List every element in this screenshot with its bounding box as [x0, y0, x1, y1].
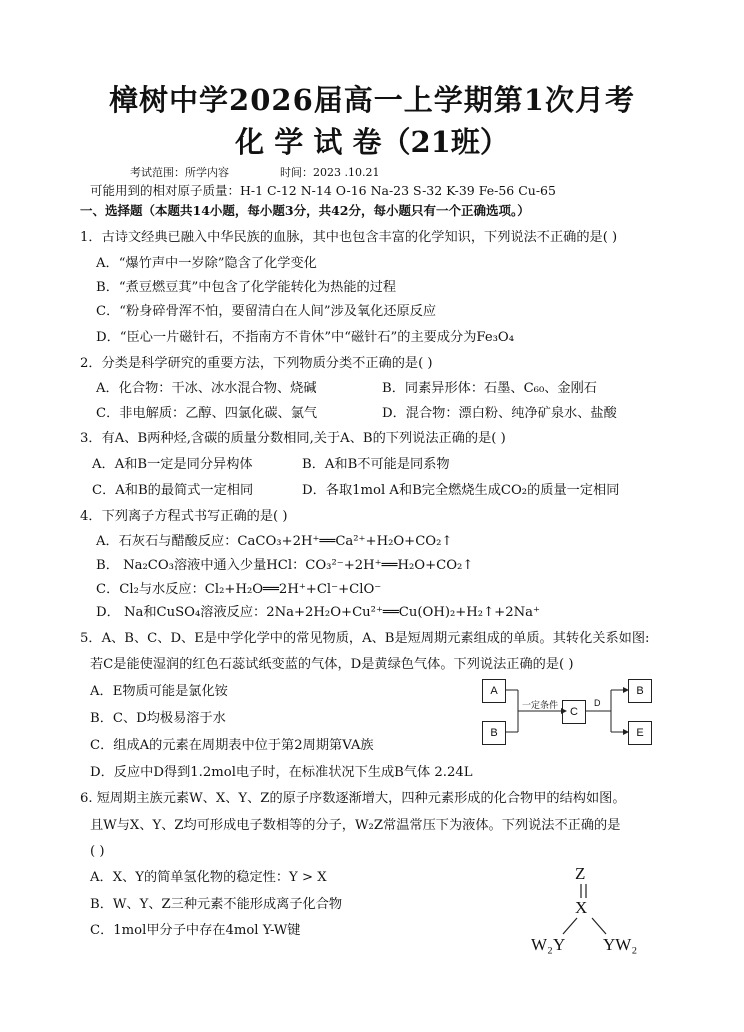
q1-option-d: D．“臣心一片磁针石，不指南方不肯休”中“磁针石”的主要成分为Fe₃O₄ — [96, 330, 515, 345]
section-heading: 一、选择题（本题共14小题，每小题3分，共42分，每小题只有一个正确选项。） — [80, 203, 530, 218]
q4-option-b: B． Na₂CO₃溶液中通入少量HCl：CO₃²⁻+2H⁺══H₂O+CO₂↑ — [96, 558, 474, 573]
q5-option-c: C．组成A的元素在周期表中位于第2周期第VA族 — [90, 738, 374, 753]
q3-stem: 3．有A、B两种烃,含碳的质量分数相同,关于A、B的下列说法正确的是( ) — [80, 431, 506, 446]
q2-option-c: C．非电解质：乙醇、四氯化碳、氯气 — [96, 406, 318, 421]
box-c: C — [562, 700, 586, 724]
q1-option-a: A．“爆竹声中一岁除”隐含了化学变化 — [96, 256, 317, 271]
q6-option-a: A．X、Y的简单氢化物的稳定性：Y > X — [90, 870, 327, 885]
q1-stem: 1．古诗文经典已融入中华民族的血脉，其中也包含丰富的化学知识，下列说法不正确的是( ) — [80, 230, 618, 245]
bond-right — [592, 918, 606, 934]
d-label: D — [594, 698, 601, 708]
box-a: A — [482, 679, 506, 703]
q5-option-a: A．E物质可能是氯化铵 — [90, 684, 228, 699]
box-b-left: B — [482, 721, 506, 745]
q2-option-b: B．同素异形体：石墨、C₆₀、金刚石 — [382, 381, 597, 396]
exam-range: 考试范围：所学内容 — [130, 166, 229, 179]
q6-option-c: C．1mol甲分子中存在4mol Y-W键 — [90, 923, 301, 938]
box-b-right: B — [628, 679, 652, 703]
condition-label: 一定条件 — [522, 700, 559, 710]
q2-option-a: A．化合物：干冰、冰水混合物、烧碱 — [96, 381, 317, 396]
q3-option-a: A．A和B一定是同分异构体 — [92, 457, 253, 472]
group-yw2: YW₂ — [603, 935, 638, 954]
q4-option-d: D． Na和CuSO₄溶液反应：2Na+2H₂O+Cu²⁺══Cu(OH)₂+H₂↑+2Na⁺ — [96, 605, 540, 620]
q4-stem: 4．下列离子方程式书写正确的是( ) — [80, 509, 288, 524]
q2-stem: 2．分类是科学研究的重要方法，下列物质分类不正确的是( ) — [80, 356, 433, 371]
q6-option-b: B．W、Y、Z三种元素不能形成离子化合物 — [90, 897, 343, 912]
exam-title: 樟树中学2026届高一上学期第1次月考 — [109, 83, 635, 117]
q5-option-d: D．反应中D得到1.2mol电子时，在标准状况下生成B气体 2.24L — [90, 765, 473, 780]
q3-option-c: C．A和B的最简式一定相同 — [92, 483, 254, 498]
q5-option-b: B．C、D均极易溶于水 — [90, 711, 226, 726]
q3-option-d: D．各取1mol A和B完全燃烧生成CO₂的质量一定相同 — [302, 483, 620, 498]
q4-option-c: C．Cl₂与水反应：Cl₂+H₂O══2H⁺+Cl⁻+ClO⁻ — [96, 582, 382, 597]
box-e: E — [628, 721, 652, 745]
atom-x: X — [575, 898, 588, 917]
atomic-masses: 可能用到的相对原子质量：H-1 C-12 N-14 O-16 Na-23 S-32 K-39 Fe-56 Cu-65 — [90, 183, 556, 198]
atom-z: Z — [575, 864, 586, 883]
q6-stem-line1: 6. 短周期主族元素W、X、Y、Z的原子序数逐渐增大，四种元素形成的化合物甲的结构如图。 — [80, 791, 626, 806]
q3-option-b: B．A和B不可能是同系物 — [302, 457, 450, 472]
q5-stem-line2: 若C是能使湿润的红色石蕊试纸变蓝的气体，D是黄绿色气体。下列说法正确的是( ) — [90, 657, 574, 672]
q4-option-a: A．石灰石与醋酸反应：CaCO₃+2H⁺══Ca²⁺+H₂O+CO₂↑ — [96, 534, 453, 549]
group-w2y: W₂Y — [531, 935, 566, 954]
q6-stem-line2: 且W与X、Y、Z均可形成电子数相等的分子，W₂Z常温常压下为液体。下列说法不正确的是 — [90, 818, 621, 833]
q1-option-b: B．“煮豆燃豆萁”中包含了化学能转化为热能的过程 — [96, 280, 397, 295]
bond-left — [563, 918, 577, 934]
q2-option-d: D．混合物：漂白粉、纯净矿泉水、盐酸 — [382, 406, 617, 421]
q1-option-c: C．“粉身碎骨浑不怕，要留清白在人间”涉及氧化还原反应 — [96, 304, 437, 319]
exam-subtitle: 化 学 试 卷（21班） — [235, 125, 509, 159]
exam-time: 时间：2023 .10.21 — [280, 166, 380, 179]
q6-stem-line3: ( ) — [90, 844, 105, 859]
q5-stem-line1: 5．A、B、C、D、E是中学化学中的常见物质，A、B是短周期元素组成的单质。其转化关系如图: — [80, 631, 650, 646]
